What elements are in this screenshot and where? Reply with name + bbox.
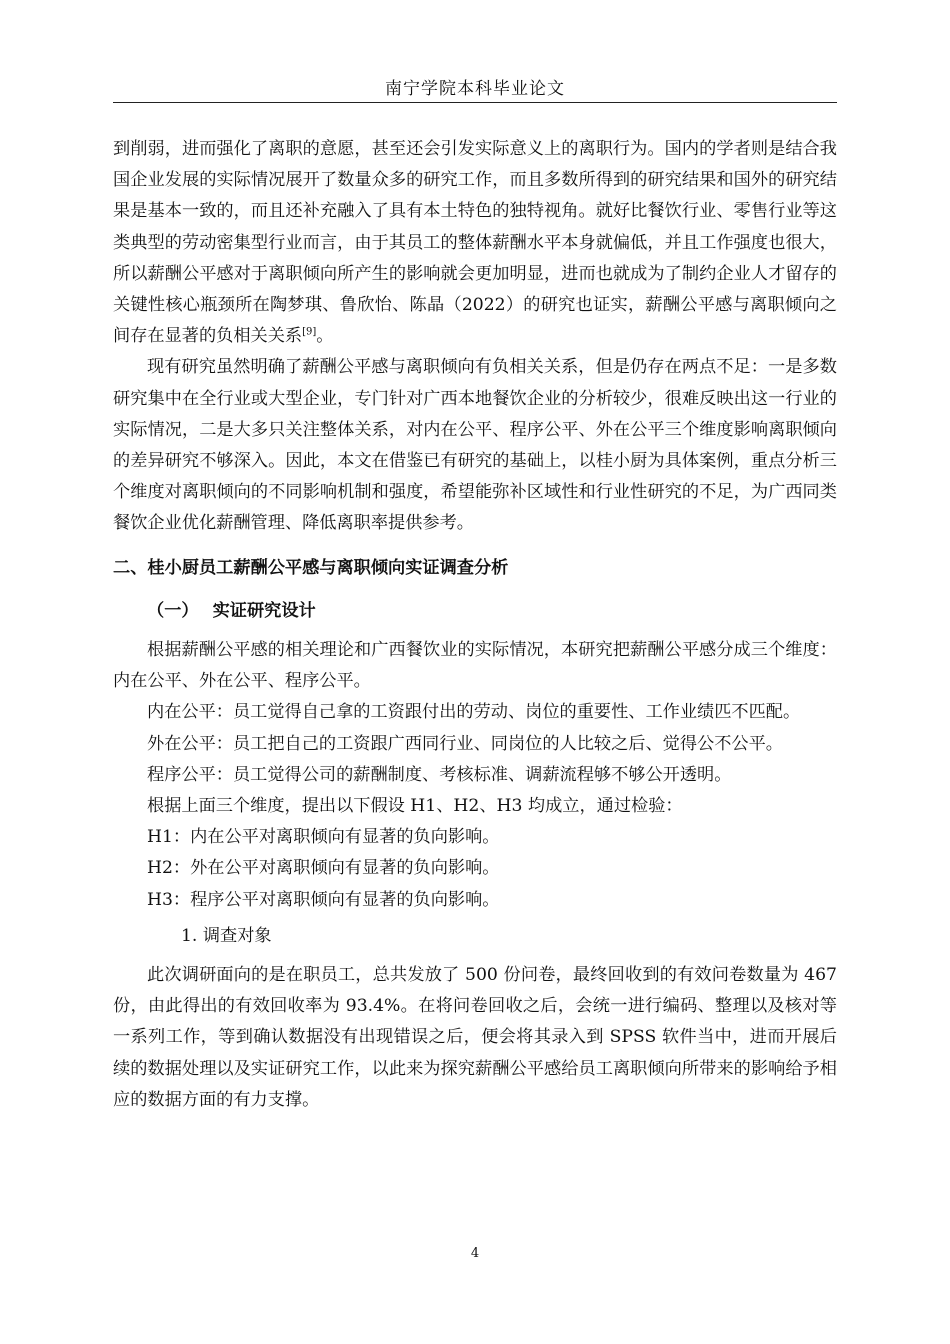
paragraph-research-gap: 现有研究虽然明确了薪酬公平感与离职倾向有负相关关系，但是仍存在两点不足：一是多数研究集中在全行业或大型企业，专门针对广西本地餐饮企业的分析较少，很难反映出这一行业的实际情况，二是大多只关注整体关系，对内在公平、程序公平、外在公平三个维度影响离职倾向的差异研究不够深入。因此，本文在借鉴已有研究的基础上，以桂小厨为具体案例，重点分析三个维度对离职倾向的不同影响机制和强度，希望能弥补区域性和行业性研究的不足，为广西同类餐饮企业优化薪酬管理、降低离职率提供参考。 [113, 357, 837, 534]
hypothesis-h3: H3：程序公平对离职倾向有显著的负向影响。 [147, 889, 500, 910]
subsection-number: （一） [147, 600, 199, 621]
paragraph-procedural-equity: 程序公平：员工觉得公司的薪酬制度、考核标准、调薪流程够不够公开透明。 [147, 764, 732, 785]
hypothesis-h2: H2：外在公平对离职倾向有显著的负向影响。 [147, 858, 500, 879]
subsection-title: 实证研究设计 [212, 600, 316, 621]
sub-item-heading: 1. 调查对象 [181, 925, 272, 946]
paragraph-hypotheses-intro: 根据上面三个维度，提出以下假设 H1、H2、H3 均成立，通过检验： [147, 796, 683, 817]
paragraph-continued [113, 134, 837, 352]
running-header-title: 南宁学院本科毕业论文 [385, 79, 565, 99]
hypothesis-h1: H1：内在公平对离职倾向有显著的负向影响。 [147, 827, 500, 848]
paragraph-text: 到削弱，进而强化了离职的意愿，甚至还会引发实际意义上的离职行为。国内的学者则是结合我国企业发展的实际情况展开了数量众多的研究工作，而且多数所得到的研究结果和国外的研究结果是基本一致的，而且还补充融入了具有本土特色的独特视角。就好比餐饮行业、零售行业等这类典型的劳动密集型行业而言，由于其员工的整体薪酬水平本身就偏低，并且工作强度也很大，所以薪酬公平感对于离职倾向所产生的影响就会更加明显，进而也就成为了制约企业人才留存的关键性核心瓶颈所在陶梦琪、鲁欣怡、陈晶（2022）的研究也证实，薪酬公平感与离职倾向之间存在显著的负相关关系 [113, 139, 837, 347]
section-heading: 二、桂小厨员工薪酬公平感与离职倾向实证调查分析 [113, 557, 509, 578]
paragraph-end-punct: 。 [316, 326, 334, 347]
main-body [113, 134, 837, 1116]
subsection-heading [113, 596, 837, 627]
citation-marker: [9] [302, 326, 317, 338]
paragraph-survey-subjects: 此次调研面向的是在职员工，总共发放了 500 份问卷，最终回收到的有效问卷数量为 467 份，由此得出的有效回收率为 93.4%。在将问卷回收之后，会统一进行编码、整理以及核对等一系列工作，等到确认数据没有出现错误之后，便会将其录入到 SPSS 软件当中，进而开展后续的数据处理以及实证研究工作，以此来为探究薪酬公平感给员工离职倾向所带来的影响给予相应的数据方面的有力支撑。 [113, 965, 837, 1110]
paragraph-external-equity: 外在公平：员工把自己的工资跟广西同行业、同岗位的人比较之后、觉得公不公平。 [147, 733, 783, 754]
header-divider [113, 102, 837, 103]
paragraph-dimensions: 根据薪酬公平感的相关理论和广西餐饮业的实际情况，本研究把薪酬公平感分成三个维度：内在公平、外在公平、程序公平。 [113, 640, 837, 692]
paragraph-internal-equity: 内在公平：员工觉得自己拿的工资跟付出的劳动、岗位的重要性、工作业绩匹不匹配。 [147, 702, 801, 723]
page-number: 4 [470, 1246, 480, 1261]
